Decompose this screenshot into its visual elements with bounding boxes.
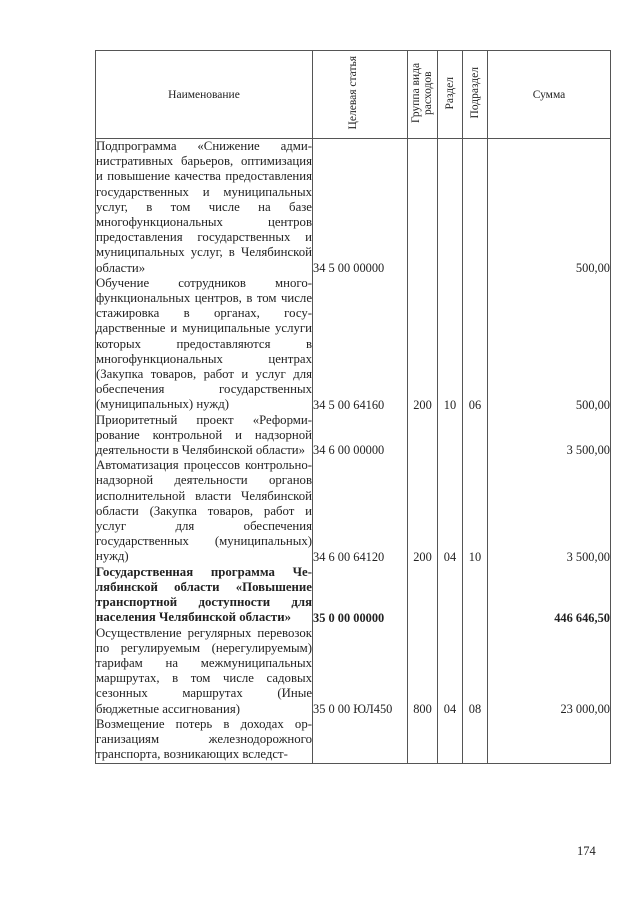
row-name: Автоматизация процессов контрольно-надзорной деятельности органов исполнительной власти Челябинской области (Закупка товаров, работ и услуг для обеспечения государственных (муниципальных) нужд): [96, 458, 312, 564]
row-sum: 23 000,00: [488, 626, 611, 717]
table-header-row: [96, 51, 611, 139]
row-subsection: 10: [463, 458, 488, 564]
row-group: [408, 565, 438, 626]
row-group: 800: [408, 626, 438, 717]
row-code: 34 5 00 00000: [313, 139, 408, 276]
budget-table: [95, 50, 611, 764]
row-sum: 500,00: [488, 276, 611, 413]
row-section: [438, 565, 463, 626]
row-section: 04: [438, 458, 463, 564]
header-section: Раздел: [438, 51, 463, 139]
row-subsection: 06: [463, 276, 488, 413]
row-sum: 446 646,50: [488, 565, 611, 626]
row-group: 200: [408, 276, 438, 413]
row-sum: [488, 717, 611, 764]
row-sum: 500,00: [488, 139, 611, 276]
header-sum: Сумма: [488, 51, 611, 139]
row-group: 200: [408, 458, 438, 564]
row-name: Подпрограмма «Снижение административных барьеров, оптимизация и повышение качества предоставления государственных и муниципальных услуг, в том числе на базе многофункциональных центров предоставления государственных и муниципальных услуг, в Челябинской области»: [96, 139, 312, 275]
row-section: 04: [438, 626, 463, 717]
row-section: 10: [438, 276, 463, 413]
table-row-program: [96, 565, 611, 626]
row-group: [408, 717, 438, 764]
row-name: Возмещение потерь в доходах организациям железнодорожного транспорта, возникающих вследст-: [96, 717, 313, 764]
table-row: [96, 458, 611, 564]
table-row: [96, 626, 611, 717]
row-subsection: [463, 139, 488, 276]
table-row: [96, 717, 611, 764]
row-name: Государственная программа Челябинской области «Повышение транспортной доступности для населения Челябинской области»: [96, 564, 312, 625]
row-section: [438, 413, 463, 459]
row-section: [438, 139, 463, 276]
header-subsection: Подраздел: [463, 51, 488, 139]
row-sum: 3 500,00: [488, 413, 611, 459]
row-code: 35 0 00 00000: [313, 565, 408, 626]
table-row: [96, 139, 611, 276]
row-section: [438, 717, 463, 764]
row-subsection: [463, 717, 488, 764]
row-group: [408, 139, 438, 276]
header-expense-group: Группа вида расходов: [408, 51, 438, 139]
row-name: Обучение сотрудников многофункциональных центров, в том числе стажировка в органах, государственные и муниципальные услуги которых предоставляются в многофункциональных центрах (Закупка товаров, работ и услуг для обеспечения государственных (муниципальных) нужд): [96, 275, 312, 412]
row-sum: 3 500,00: [488, 458, 611, 564]
header-target: Целевая статья: [313, 51, 408, 139]
row-code: [313, 717, 408, 764]
table-row: [96, 276, 611, 413]
row-subsection: [463, 413, 488, 459]
row-group: [408, 413, 438, 459]
row-subsection: [463, 565, 488, 626]
row-name: Приоритетный проект «Реформирование контрольной и надзорной деятельности в Челябинской области»: [96, 412, 312, 458]
header-name: Наименование: [96, 51, 313, 139]
row-subsection: 08: [463, 626, 488, 717]
row-code: 34 6 00 00000: [313, 413, 408, 459]
row-code: 35 0 00 ЮЛ450: [313, 626, 408, 717]
page-number: 174: [577, 844, 596, 858]
row-code: 34 5 00 64160: [313, 276, 408, 413]
row-code: 34 6 00 64120: [313, 458, 408, 564]
table-row: [96, 413, 611, 459]
row-name: Осуществление регулярных перевозок по регулируемым (нерегулируемым) тарифам на межмуниципальных маршрутах, в том числе садовых сезонных маршрутах (Иные бюджетные ассигнования): [96, 625, 312, 716]
